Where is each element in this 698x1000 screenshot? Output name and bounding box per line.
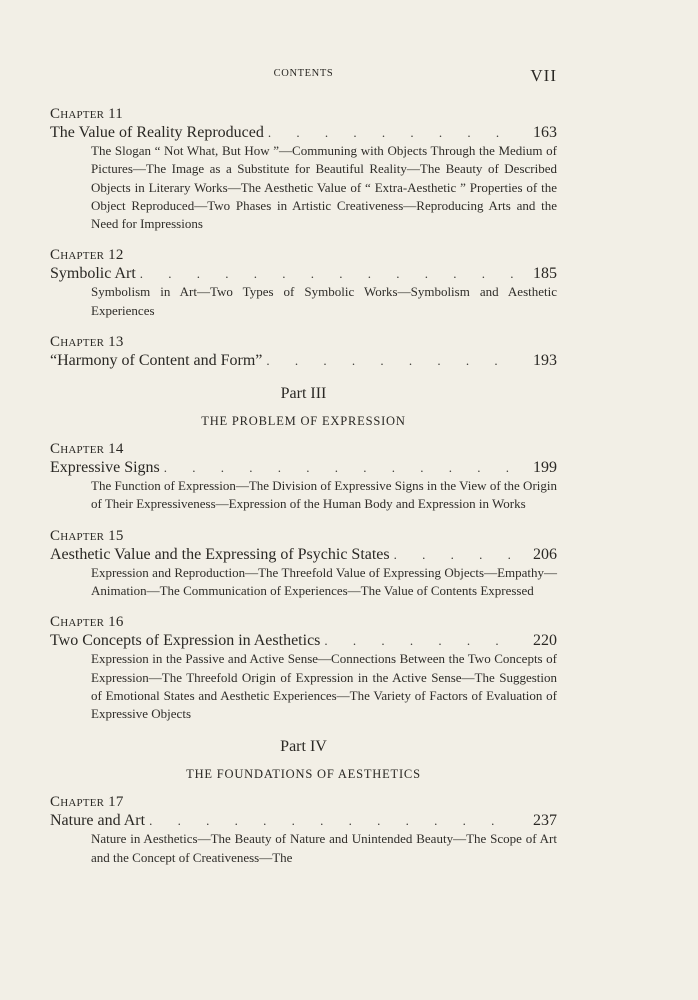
part-label: Part III	[280, 385, 327, 403]
chapter-entry	[50, 264, 557, 283]
chapter-entry	[50, 811, 557, 830]
chapter-label: Chapter 15	[50, 527, 124, 544]
part-title: THE PROBLEM OF EXPRESSION	[201, 414, 406, 429]
toc-chapter-12	[50, 247, 557, 320]
chapter-page-number: 185	[533, 265, 557, 283]
chapter-title: “Harmony of Content and Form”	[50, 352, 263, 370]
chapter-title: The Value of Reality Reproduced	[50, 124, 264, 141]
chapter-page-number: 206	[533, 545, 557, 563]
chapter-summary: Expression and Reproduction—The Threefold Value of Expressing Objects—Empathy—Animation—The Communication of Experiences—The Value of Contents Expressed	[91, 564, 557, 598]
chapter-title: Symbolic Art	[50, 265, 136, 283]
chapter-page-number: 163	[533, 124, 557, 141]
part-label: Part IV	[280, 738, 327, 756]
chapter-title: Two Concepts of Expression in Aesthetics	[50, 632, 321, 650]
chapter-summary: Nature in Aesthetics—The Beauty of Nature and Unintended Beauty—The Scope of Art and the Concept of Creativeness—The	[91, 831, 557, 865]
toc-chapter-15	[50, 528, 557, 601]
chapter-summary: Symbolism in Art—Two Types of Symbolic Works—Symbolism and Aesthetic Experiences	[91, 284, 557, 318]
toc-part-4	[50, 737, 557, 782]
chapter-entry	[50, 123, 557, 142]
chapter-summary: The Function of Expression—The Division of Expressive Signs in the View of the Origin of Their Expressiveness—Expression of the Human Body and Expression in Works	[91, 478, 557, 512]
chapter-entry	[50, 631, 557, 650]
toc-chapter-13	[50, 334, 557, 370]
chapter-entry	[50, 351, 557, 370]
part-title: THE FOUNDATIONS OF AESTHETICS	[186, 767, 421, 782]
table-of-contents	[50, 106, 557, 881]
chapter-summary: Expression in the Passive and Active Sense—Connections Between the Two Concepts of Expression—The Threefold Origin of Expression in the Active Sense—The Suggestion of Emotional States and Aesthetic Experiences—The Variety of Factors of Evaluation of Expressive Objects	[91, 651, 557, 722]
chapter-label: Chapter 16	[50, 614, 124, 631]
chapter-page-number: 237	[533, 812, 557, 830]
chapter-label: Chapter 11	[50, 106, 123, 122]
dot-leader	[324, 631, 519, 650]
chapter-page-number: 220	[533, 632, 557, 650]
dot-leader	[149, 811, 519, 830]
toc-chapter-16	[50, 614, 557, 723]
chapter-entry	[50, 545, 557, 564]
chapter-title: Expressive Signs	[50, 459, 160, 477]
chapter-label: Chapter 12	[50, 247, 124, 264]
dot-leader	[266, 351, 519, 370]
toc-part-3	[50, 384, 557, 429]
page-number: VII	[530, 66, 557, 85]
chapter-label: Chapter 13	[50, 334, 124, 351]
dot-leader	[140, 264, 519, 283]
chapter-title: Nature and Art	[50, 812, 146, 830]
chapter-title: Aesthetic Value and the Expressing of Psychic States	[50, 545, 390, 563]
toc-chapter-11	[50, 106, 557, 233]
dot-leader	[268, 123, 519, 142]
toc-chapter-17	[50, 794, 557, 867]
dot-leader	[394, 545, 519, 564]
toc-chapter-14	[50, 441, 557, 514]
running-head	[50, 66, 557, 86]
chapter-summary: The Slogan “ Not What, But How ”—Communing with Objects Through the Medium of Pictures—The Image as a Substitute for Beautiful Reality—The Beauty of Described Objects in Literary Works—The Aesthetic Value of “ Extra-Aesthetic ” Properties of the Object Reproduced—Two Phases in Artistic Creativeness—Reproducing Arts and the Need for Impressions	[91, 143, 557, 232]
dot-leader	[164, 458, 519, 477]
chapter-label: Chapter 17	[50, 794, 124, 811]
chapter-page-number: 193	[533, 352, 557, 370]
running-title: CONTENTS	[273, 68, 334, 79]
chapter-entry	[50, 458, 557, 477]
chapter-page-number: 199	[533, 459, 557, 477]
chapter-label: Chapter 14	[50, 441, 124, 458]
